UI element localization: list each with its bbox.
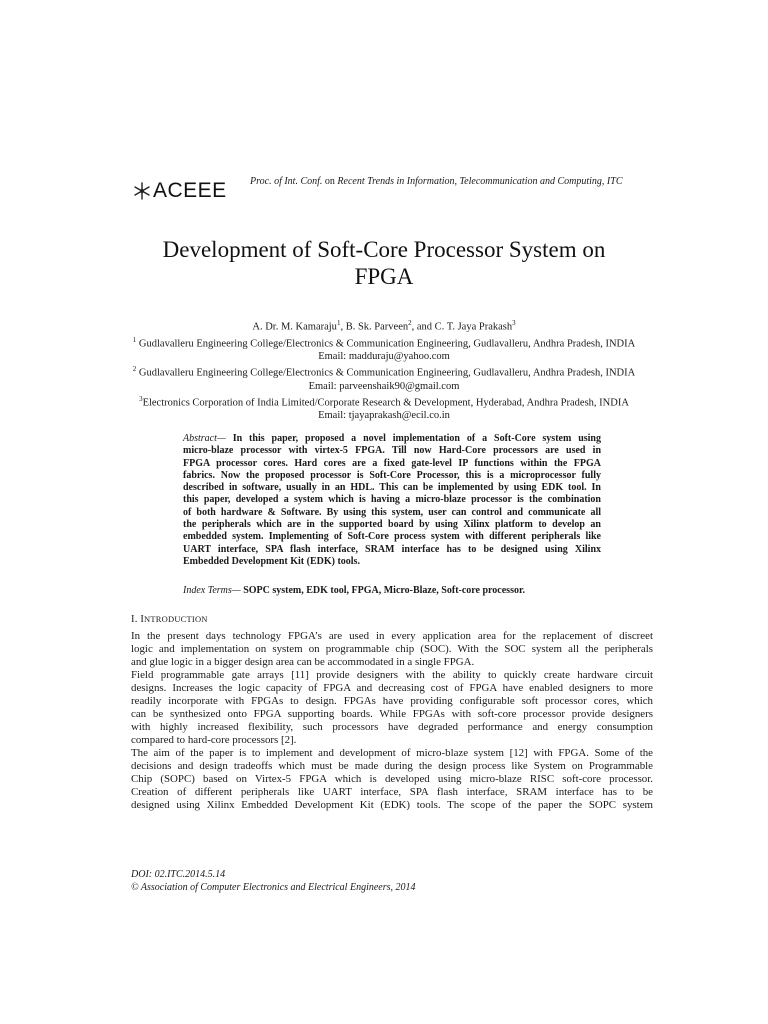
- affiliation-3: [120, 393, 648, 410]
- author-1: A. Dr. M. Kamaraju: [252, 321, 337, 333]
- abstract-line: fabrics. Now the proposed processor is Soft-Core Processor, this is a microprocessor fully: [183, 469, 601, 481]
- conference-header: [132, 176, 654, 206]
- abstract-line: FPGA processor cores. Hard cores are a fixed gate-level IP functions within the FPGA: [183, 457, 601, 469]
- email-2: Email: parveenshaik90@gmail.com: [308, 380, 460, 392]
- author-names: [120, 317, 648, 334]
- abstract: [183, 433, 601, 568]
- abstract-line: micro-blaze processor with virtex-5 FPGA. Till now Hard-Core processors are used in: [183, 445, 601, 457]
- body-line: designs. Increases the logic capacity of FPGA and decreasing cost of FPGA have enabled designers to more: [131, 682, 653, 694]
- body-text: [131, 630, 653, 812]
- aff-1-text: Gudlavalleru Engineering College/Electronics & Communication Engineering, Gudlavalleru, Andhra Pradesh, INDIA: [136, 338, 636, 349]
- affiliation-2: [120, 363, 648, 380]
- aceee-logo: [132, 178, 227, 204]
- body-line: decisions and design tradeoffs which must be made during the design process like System on Programmable: [131, 760, 653, 772]
- affiliation-1: [120, 334, 648, 351]
- aff-2-sup: 2: [132, 365, 137, 373]
- body-line: In the present days technology FPGA’s are used in every application area for the replacement of discreet: [131, 630, 653, 642]
- logo-text: ACEEE: [153, 179, 227, 202]
- conf-on: on: [324, 176, 335, 187]
- title-line-2: FPGA: [354, 264, 414, 289]
- abstract-label: Abstract—: [183, 433, 226, 444]
- abstract-text: In this paper, proposed a novel implementation of a Soft-Core system using: [225, 433, 601, 444]
- body-line: can be synthesized onto FPGA supporting boards. While FPGAs with soft-core processor provide designers: [131, 708, 653, 720]
- body-line: designed using Xilinx Embedded Development Kit (EDK) tools. The scope of the paper the SOPC system: [131, 799, 653, 811]
- abstract-line: embedded system. Implementing of Soft-Core process system with different peripherals like: [183, 531, 601, 543]
- paper-title: [100, 236, 668, 290]
- abstract-line: described in software, usually in an HDL. This can be implemented by using EDK tool. In: [183, 482, 601, 494]
- aff-3-sup: 3: [139, 394, 143, 403]
- index-terms-label: Index Terms—: [183, 585, 241, 596]
- body-line: and glue logic in a bigger design area can be accommodated in a single FPGA.: [131, 656, 475, 668]
- conference-name: [250, 176, 623, 187]
- title-line-1: Development of Soft-Core Processor System on: [162, 237, 606, 262]
- abstract-line: UART interface, SPA flash interface, SRAM interface has to be designed using Xilinx: [183, 543, 601, 555]
- body-line: The aim of the paper is to implement and development of micro-blaze system [12] with FPGA. Some of the: [131, 747, 653, 759]
- aff-1-sup: 1: [132, 335, 137, 344]
- body-line: Chip (SOPC) based on Virtex-5 FPGA which is developed using micro-blaze RISC soft-core processor.: [131, 773, 653, 785]
- aff-2-text: Gudlavalleru Engineering College/Electronics & Communication Engineering, Gudlavalleru, Andhra Pradesh, INDIA: [136, 367, 636, 379]
- copyright: © Association of Computer Electronics and Electrical Engineers, 2014: [131, 882, 416, 893]
- author-2-sup: 2: [408, 319, 412, 327]
- aff-3-text: Electronics Corporation of India Limited/Corporate Research & Development, Hyderabad, Andhra Pradesh, INDIA: [142, 397, 629, 408]
- index-terms: [183, 585, 601, 596]
- section-title: NTRODUCTION: [144, 614, 208, 624]
- author-block: [120, 317, 648, 422]
- email-1: Email: madduraju@yahoo.com: [318, 351, 450, 362]
- abstract-line: of both hardware & Software. By using this system, user can control and communicate all: [183, 506, 601, 518]
- body-line: logic and implementation on system on programmable chip (SOC). With the SOC system all the peripherals: [131, 643, 653, 655]
- abstract-line: this paper, developed a system which is having a micro-blaze processor is the combination: [183, 494, 601, 506]
- body-line: with highly increased flexibility, such processors have degraded performance and energy consumption: [131, 721, 653, 733]
- abstract-line: [183, 433, 601, 445]
- author-3-sup: 3: [512, 319, 516, 327]
- conf-prefix: Proc. of Int. Conf.: [250, 176, 323, 187]
- body-line: compared to hard-core processors [2].: [131, 734, 297, 746]
- author-3: , and C. T. Jaya Prakash: [411, 321, 513, 333]
- abstract-line: the peripherals which are in the supported board by using Xilinx platform to develop an: [183, 519, 601, 531]
- section-heading: [131, 614, 208, 625]
- index-terms-text: SOPC system, EDK tool, FPGA, Micro-Blaze, Soft-core processor.: [240, 585, 525, 596]
- section-number: I. I: [131, 614, 145, 625]
- doi: DOI: 02.ITC.2014.5.14: [131, 869, 226, 880]
- author-2: , B. Sk. Parveen: [340, 321, 409, 333]
- email-3: Email: tjayaprakash@ecil.co.in: [318, 410, 450, 421]
- body-line: readily incorporate with FPGAs to design. FPGAs have providing configurable soft processor cores, which: [131, 695, 653, 707]
- page-footer: [131, 868, 416, 894]
- conf-title: Recent Trends in Information, Telecommunication and Computing, ITC: [337, 176, 623, 187]
- abstract-line: Embedded Development Kit (EDK) tools.: [183, 555, 360, 567]
- aceee-star-icon: [132, 181, 152, 201]
- body-line: Creation of different peripherals like UART interface, SPA flash interface, SRAM interface has to be: [131, 786, 653, 798]
- author-1-sup: 1: [336, 319, 341, 327]
- body-line: Field programmable gate arrays [11] provide designers with the ability to quickly create hardware circuit: [131, 669, 653, 681]
